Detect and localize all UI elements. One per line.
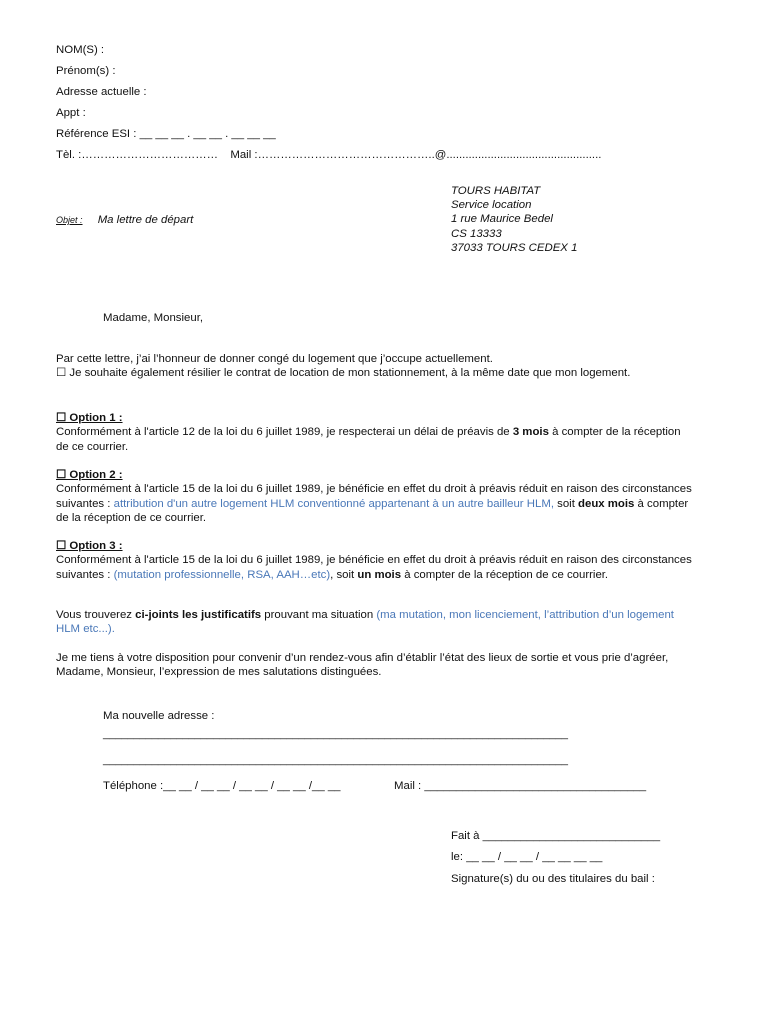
objet-text: Ma lettre de départ <box>97 214 194 226</box>
objet-label: Objet : <box>56 215 83 225</box>
justificatifs-examples: (ma mutation, mon licenciement, l’attribution d’un logement HLM etc...). <box>56 609 674 636</box>
justificatifs-text-b: prouvant ma situation <box>261 609 377 621</box>
option-2-title: ☐ Option 2 : <box>56 469 123 481</box>
date-line: le: __ __ / __ __ / __ __ __ __ <box>451 851 603 863</box>
option-3-reason: (mutation professionnelle, RSA, AAH…etc) <box>113 568 331 581</box>
recipient-line-5: 37033 TOURS CEDEX 1 <box>451 241 578 254</box>
sender-reference: Référence ESI : __ __ __ . __ __ . __ __ __ <box>56 128 276 140</box>
option-2-reason: attribution d'un autre logement HLM conventionné appartenant à un autre bailleur HLM, <box>113 497 554 510</box>
option-1-text <box>56 425 696 454</box>
intro-line-2: ☐ Je souhaite également résilier le contrat de location de mon stationnement, à la même date que mon logement. <box>56 367 631 380</box>
justificatifs-bold: ci-joints les justificatifs <box>135 609 262 621</box>
signature-label: Signature(s) du ou des titulaires du bail : <box>451 873 655 885</box>
recipient-block <box>451 185 577 256</box>
sender-block <box>56 44 601 170</box>
option-1-duration: 3 mois <box>512 426 549 439</box>
option-2-text-b: soit <box>553 497 579 510</box>
option-1-text-b: à compter de la réception de ce courrier. <box>56 426 681 453</box>
option-3-title: ☐ Option 3 : <box>56 540 123 552</box>
new-phone: Téléphone :__ __ / __ __ / __ __ / __ __ /__ __ <box>103 780 341 792</box>
sender-appt: Appt : <box>56 107 86 119</box>
option-2-text <box>56 482 696 525</box>
justificatifs-paragraph <box>56 608 696 637</box>
new-address-label: Ma nouvelle adresse : <box>103 710 215 722</box>
new-address-line-2: ____________________________________________________________________________ <box>103 754 568 766</box>
objet-line <box>56 214 193 226</box>
recipient-line-3: 1 rue Maurice Bedel <box>451 213 553 226</box>
intro-paragraph <box>56 352 696 381</box>
sender-nom: NOM(S) : <box>56 44 105 56</box>
recipient-line-4: CS 13333 <box>451 227 502 240</box>
sender-prenom: Prénom(s) : <box>56 65 116 77</box>
option-2 <box>56 468 696 526</box>
intro-line-1: Par cette lettre, j’ai l’honneur de donner congé du logement que j’occupe actuellement. <box>56 353 493 365</box>
justificatifs-text-a: Vous trouverez <box>56 609 136 621</box>
salutation: Madame, Monsieur, <box>103 312 204 324</box>
option-2-duration: deux mois <box>578 497 635 510</box>
option-2-text-c: à compter de la réception de ce courrier. <box>56 497 689 525</box>
sender-mail: Mail :………………………………………..@................................................. <box>230 149 602 161</box>
option-3-duration: un mois <box>357 568 402 581</box>
option-1 <box>56 411 696 454</box>
sender-adresse: Adresse actuelle : <box>56 86 147 98</box>
option-3 <box>56 539 696 582</box>
option-2-text-a: Conformément à l'article 15 de la loi du 6 juillet 1989, je bénéficie en effet du droit à préavis réduit en raison des circonstances suivantes : <box>56 483 692 510</box>
new-mail: Mail : ___________________________________ <box>394 780 647 792</box>
option-1-title: ☐ Option 1 : <box>56 412 123 424</box>
option-1-text-a: Conformément à l'article 12 de la loi du 6 juillet 1989, je respecterai un délai de préavis de <box>56 426 513 439</box>
option-3-text-a: Conformément à l'article 15 de la loi du 6 juillet 1989, je bénéficie en effet du droit à préavis réduit en raison des circonstances suivantes : <box>56 554 692 581</box>
recipient-line-1: TOURS HABITAT <box>451 185 541 197</box>
fait-a: Fait à ____________________________ <box>451 830 661 842</box>
sender-tel: Tèl. :……………………………… <box>56 149 219 161</box>
recipient-line-2: Service location <box>451 199 532 212</box>
option-3-text-c: à compter de la réception de ce courrier. <box>401 568 609 581</box>
closing-paragraph: Je me tiens à votre disposition pour convenir d’un rendez-vous afin d’établir l’état des lieux de sortie et vous prie d’agréer, Madame, Monsieur, l’expression de mes salutations distinguées. <box>56 652 669 679</box>
option-3-text-b: , soit <box>330 568 358 581</box>
option-3-text <box>56 553 696 582</box>
new-address-line-1: ____________________________________________________________________________ <box>103 728 568 740</box>
